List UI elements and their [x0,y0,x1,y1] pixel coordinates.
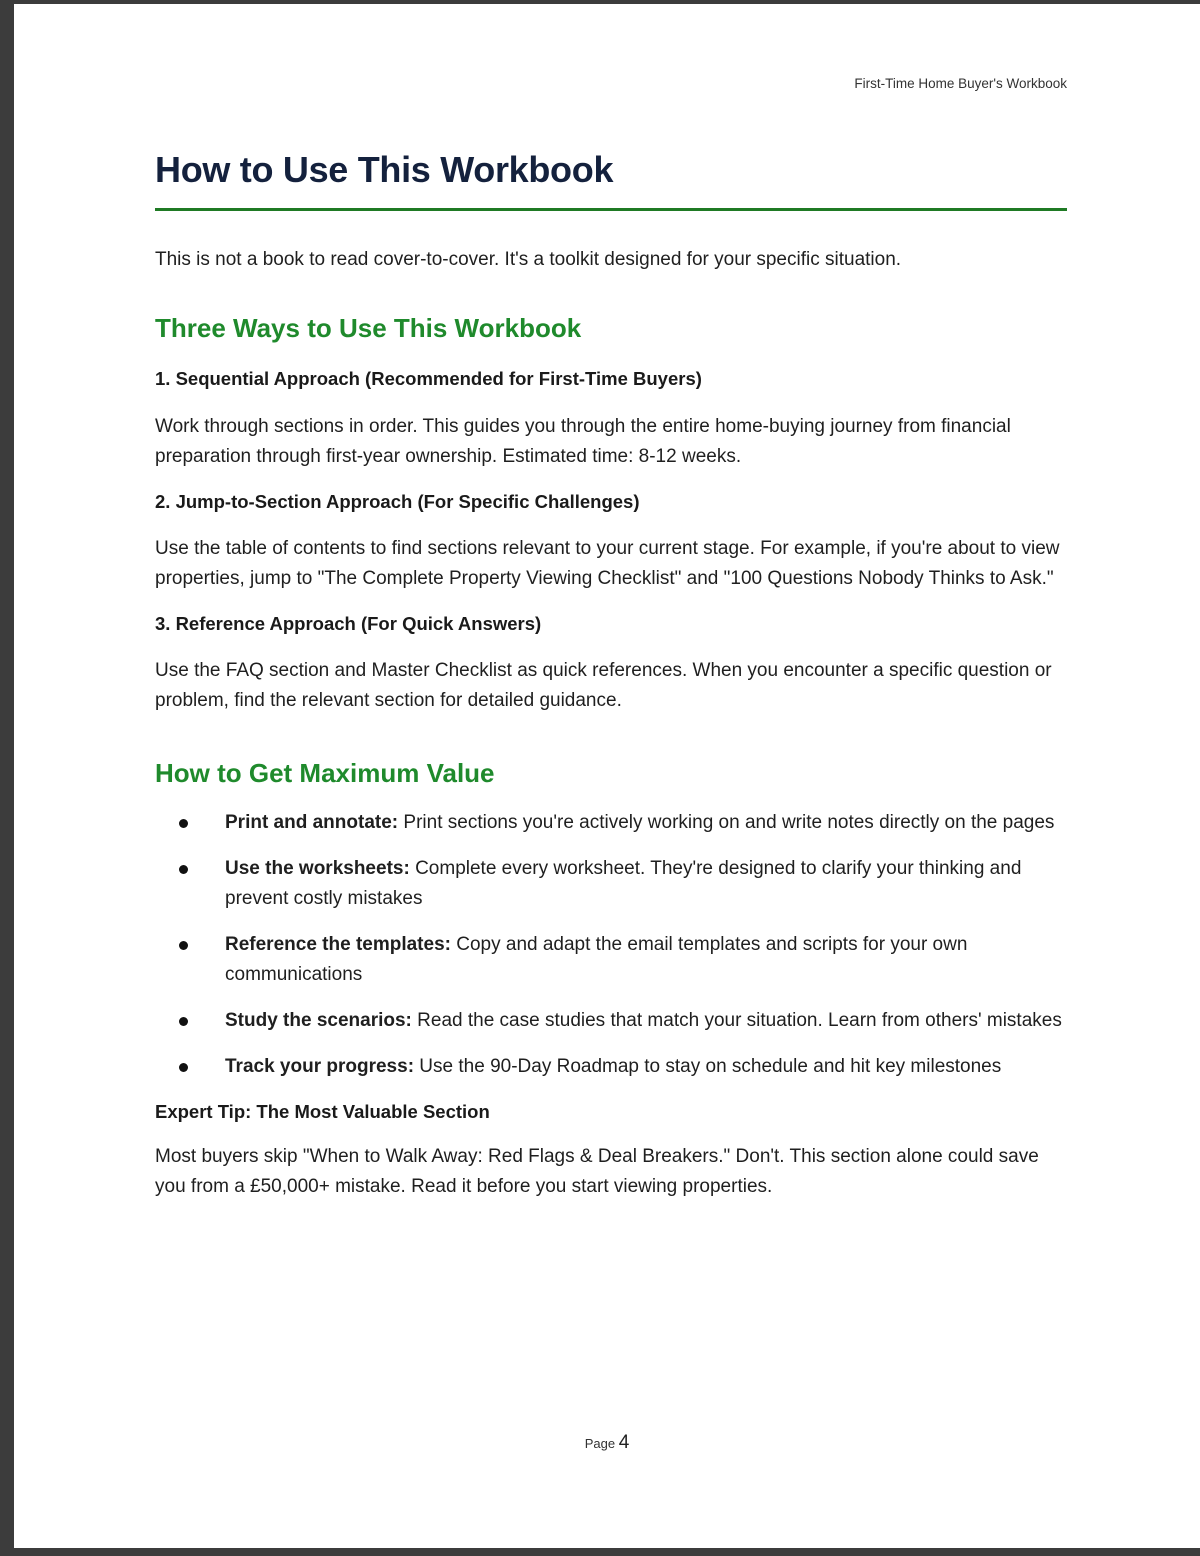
bullet-icon [179,941,188,950]
bullet-term: Print and annotate: [225,812,399,833]
bullet-icon [179,1063,188,1072]
bullet-icon [179,819,188,828]
title-divider [155,208,1067,211]
bullet-icon [179,1017,188,1026]
document-page [14,4,1200,1548]
approach-heading-reference: 3. Reference Approach (For Quick Answers) [155,613,542,634]
page-number-value: 4 [618,1432,630,1453]
approach-text-reference: Use the FAQ section and Master Checklist as quick references. When you encounter a specific question or problem, find the relevant section for detailed guidance. [155,660,1052,711]
list-item [155,930,1067,990]
tips-list [155,808,1067,1082]
bullet-icon [179,865,188,874]
page-title: How to Use This Workbook [155,149,614,190]
page-content [155,144,1067,1202]
list-item [155,854,1067,914]
bullet-term: Reference the templates: [225,934,451,955]
expert-tip-heading: Expert Tip: The Most Valuable Section [155,1101,490,1122]
list-item [155,1052,1067,1082]
intro-paragraph: This is not a book to read cover-to-cover. It's a toolkit designed for your specific situation. [155,249,902,270]
section-heading-max-value: How to Get Maximum Value [155,758,495,788]
bullet-text: Complete every worksheet. They're designed to clarify your thinking and prevent costly mistakes [225,858,1022,909]
bullet-term: Use the worksheets: [225,858,410,879]
bullet-term: Study the scenarios: [225,1010,412,1031]
list-item [155,1006,1067,1036]
bullet-text: Print sections you're actively working on and write notes directly on the pages [398,812,1055,833]
page-number [14,1432,1200,1454]
approach-heading-jump: 2. Jump-to-Section Approach (For Specific Challenges) [155,491,640,512]
section-heading-three-ways: Three Ways to Use This Workbook [155,313,582,343]
bullet-text: Read the case studies that match your situation. Learn from others' mistakes [411,1010,1062,1031]
expert-tip-text: Most buyers skip "When to Walk Away: Red Flags & Deal Breakers." Don't. This section alone could save you from a £50,000+ mistake. Read it before you start viewing properties. [155,1146,1039,1197]
page-number-label: Page [584,1436,616,1451]
bullet-term: Track your progress: [225,1056,415,1077]
bullet-text: Copy and adapt the email templates and scripts for your own communications [225,934,968,985]
list-item [155,808,1067,838]
approach-text-jump: Use the table of contents to find sections relevant to your current stage. For example, if you're about to view properties, jump to "The Complete Property Viewing Checklist" and "100 Questions Nobody Thinks to Ask." [155,538,1060,589]
running-header: First-Time Home Buyer's Workbook [854,76,1067,91]
approach-text-sequential: Work through sections in order. This guides you through the entire home-buying journey from financial preparation through first-year ownership. Estimated time: 8-12 weeks. [155,416,1011,467]
approach-heading-sequential: 1. Sequential Approach (Recommended for First-Time Buyers) [155,368,702,389]
bullet-text: Use the 90-Day Roadmap to stay on schedule and hit key milestones [414,1056,1002,1077]
